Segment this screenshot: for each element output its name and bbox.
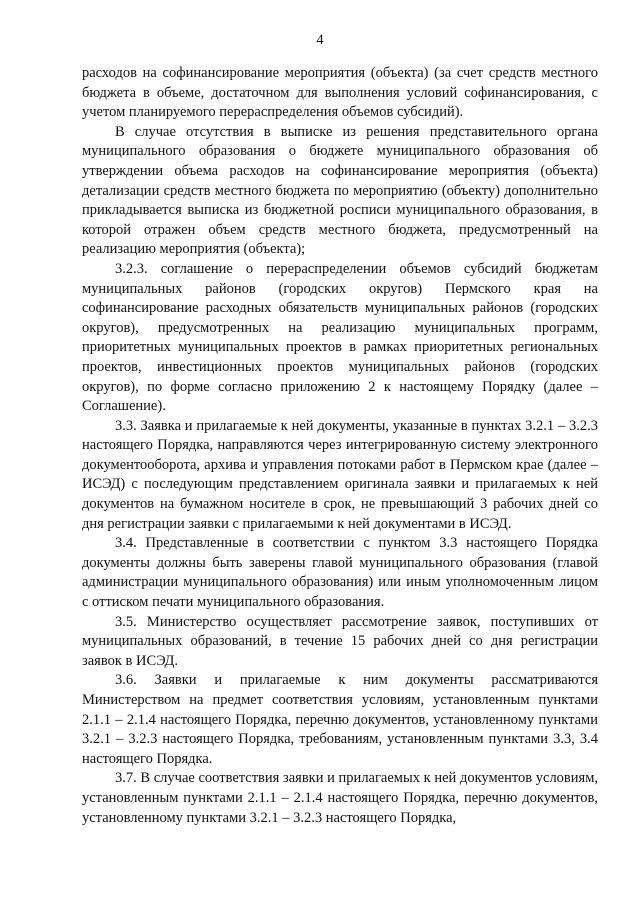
paragraph-3-5: 3.5. Министерство осуществляет рассмотрение заявок, поступивших от муниципальных образований, в течение 15 рабочих дней со дня регистрации заявок в ИСЭД. <box>82 613 598 669</box>
paragraph-continuation: расходов на софинансирование мероприятия (объекта) (за счет средств местного бюджета в объеме, достаточном для выполнения условий софинансирования, с учетом планируемого перераспределения объемов субсидий). <box>82 65 598 121</box>
paragraph-3-3: 3.3. Заявка и прилагаемые к ней документы, указанные в пунктах 3.2.1 – 3.2.3 настоящего Порядка, направляются через интегрированную систему электронного документооборота, архива и управления потоками работ в Пермском крае (далее – ИСЭД) с последующим представлением оригинала заявки и прилагаемых к ней документов на бумажном носителе в срок, не превышающий 3 рабочих дней со дня регистрации заявки с прилагаемыми к ней документами в ИСЭД. <box>82 417 598 532</box>
paragraph-3-4: 3.4. Представленные в соответствии с пунктом 3.3 настоящего Порядка документы должны быть заверены главой муниципального образования (главой администрации муниципального образования) или иным уполномоченным лицом с оттиском печати муниципального образования. <box>82 535 598 611</box>
paragraph-3-7: 3.7. В случае соответствия заявки и прилагаемых к ней документов условиям, установленным пунктами 2.1.1 – 2.1.4 настоящего Порядка, перечню документов, установленному пунктами 3.2.1 – 3.2.3 настоящего Порядка, <box>82 770 598 826</box>
paragraph-budget-extract: В случае отсутствия в выписке из решения представительного органа муниципального образования о бюджете муниципального образования об утверждении объема расходов на софинансирование мероприятия (объекта) детализации средств местного бюджета по мероприятию (объекту) дополнительно прикладывается выписка из бюджетной росписи муниципального образования, в которой отражен объем средств местного бюджета, предусмотренный на реализацию мероприятия (объекта); <box>82 123 598 258</box>
page-number: 4 <box>316 32 324 48</box>
paragraph-3-6: 3.6. Заявки и прилагаемые к ним документы рассматриваются Министерством на предмет соответствия условиям, установленным пунктами 2.1.1 – 2.1.4 настоящего Порядка, перечню документов, установленному пунктами 3.2.1 – 3.2.3 настоящего Порядка, требованиям, установленным пунктами 3.3, 3.4 настоящего Порядка. <box>82 672 598 767</box>
document-body <box>82 64 598 828</box>
paragraph-3-2-3: 3.2.3. соглашение о перераспределении объемов субсидий бюджетам муниципальных районов (городских округов) Пермского края на софинансирование расходных обязательств муниципальных районов (городских округов), предусмотренных на реализацию муниципальных программ, приоритетных муниципальных проектов в рамках приоритетных региональных проектов, инвестиционных проектов муниципальных районов (городских округов), по форме согласно приложению 2 к настоящему Порядку (далее – Соглашение). <box>82 260 598 415</box>
